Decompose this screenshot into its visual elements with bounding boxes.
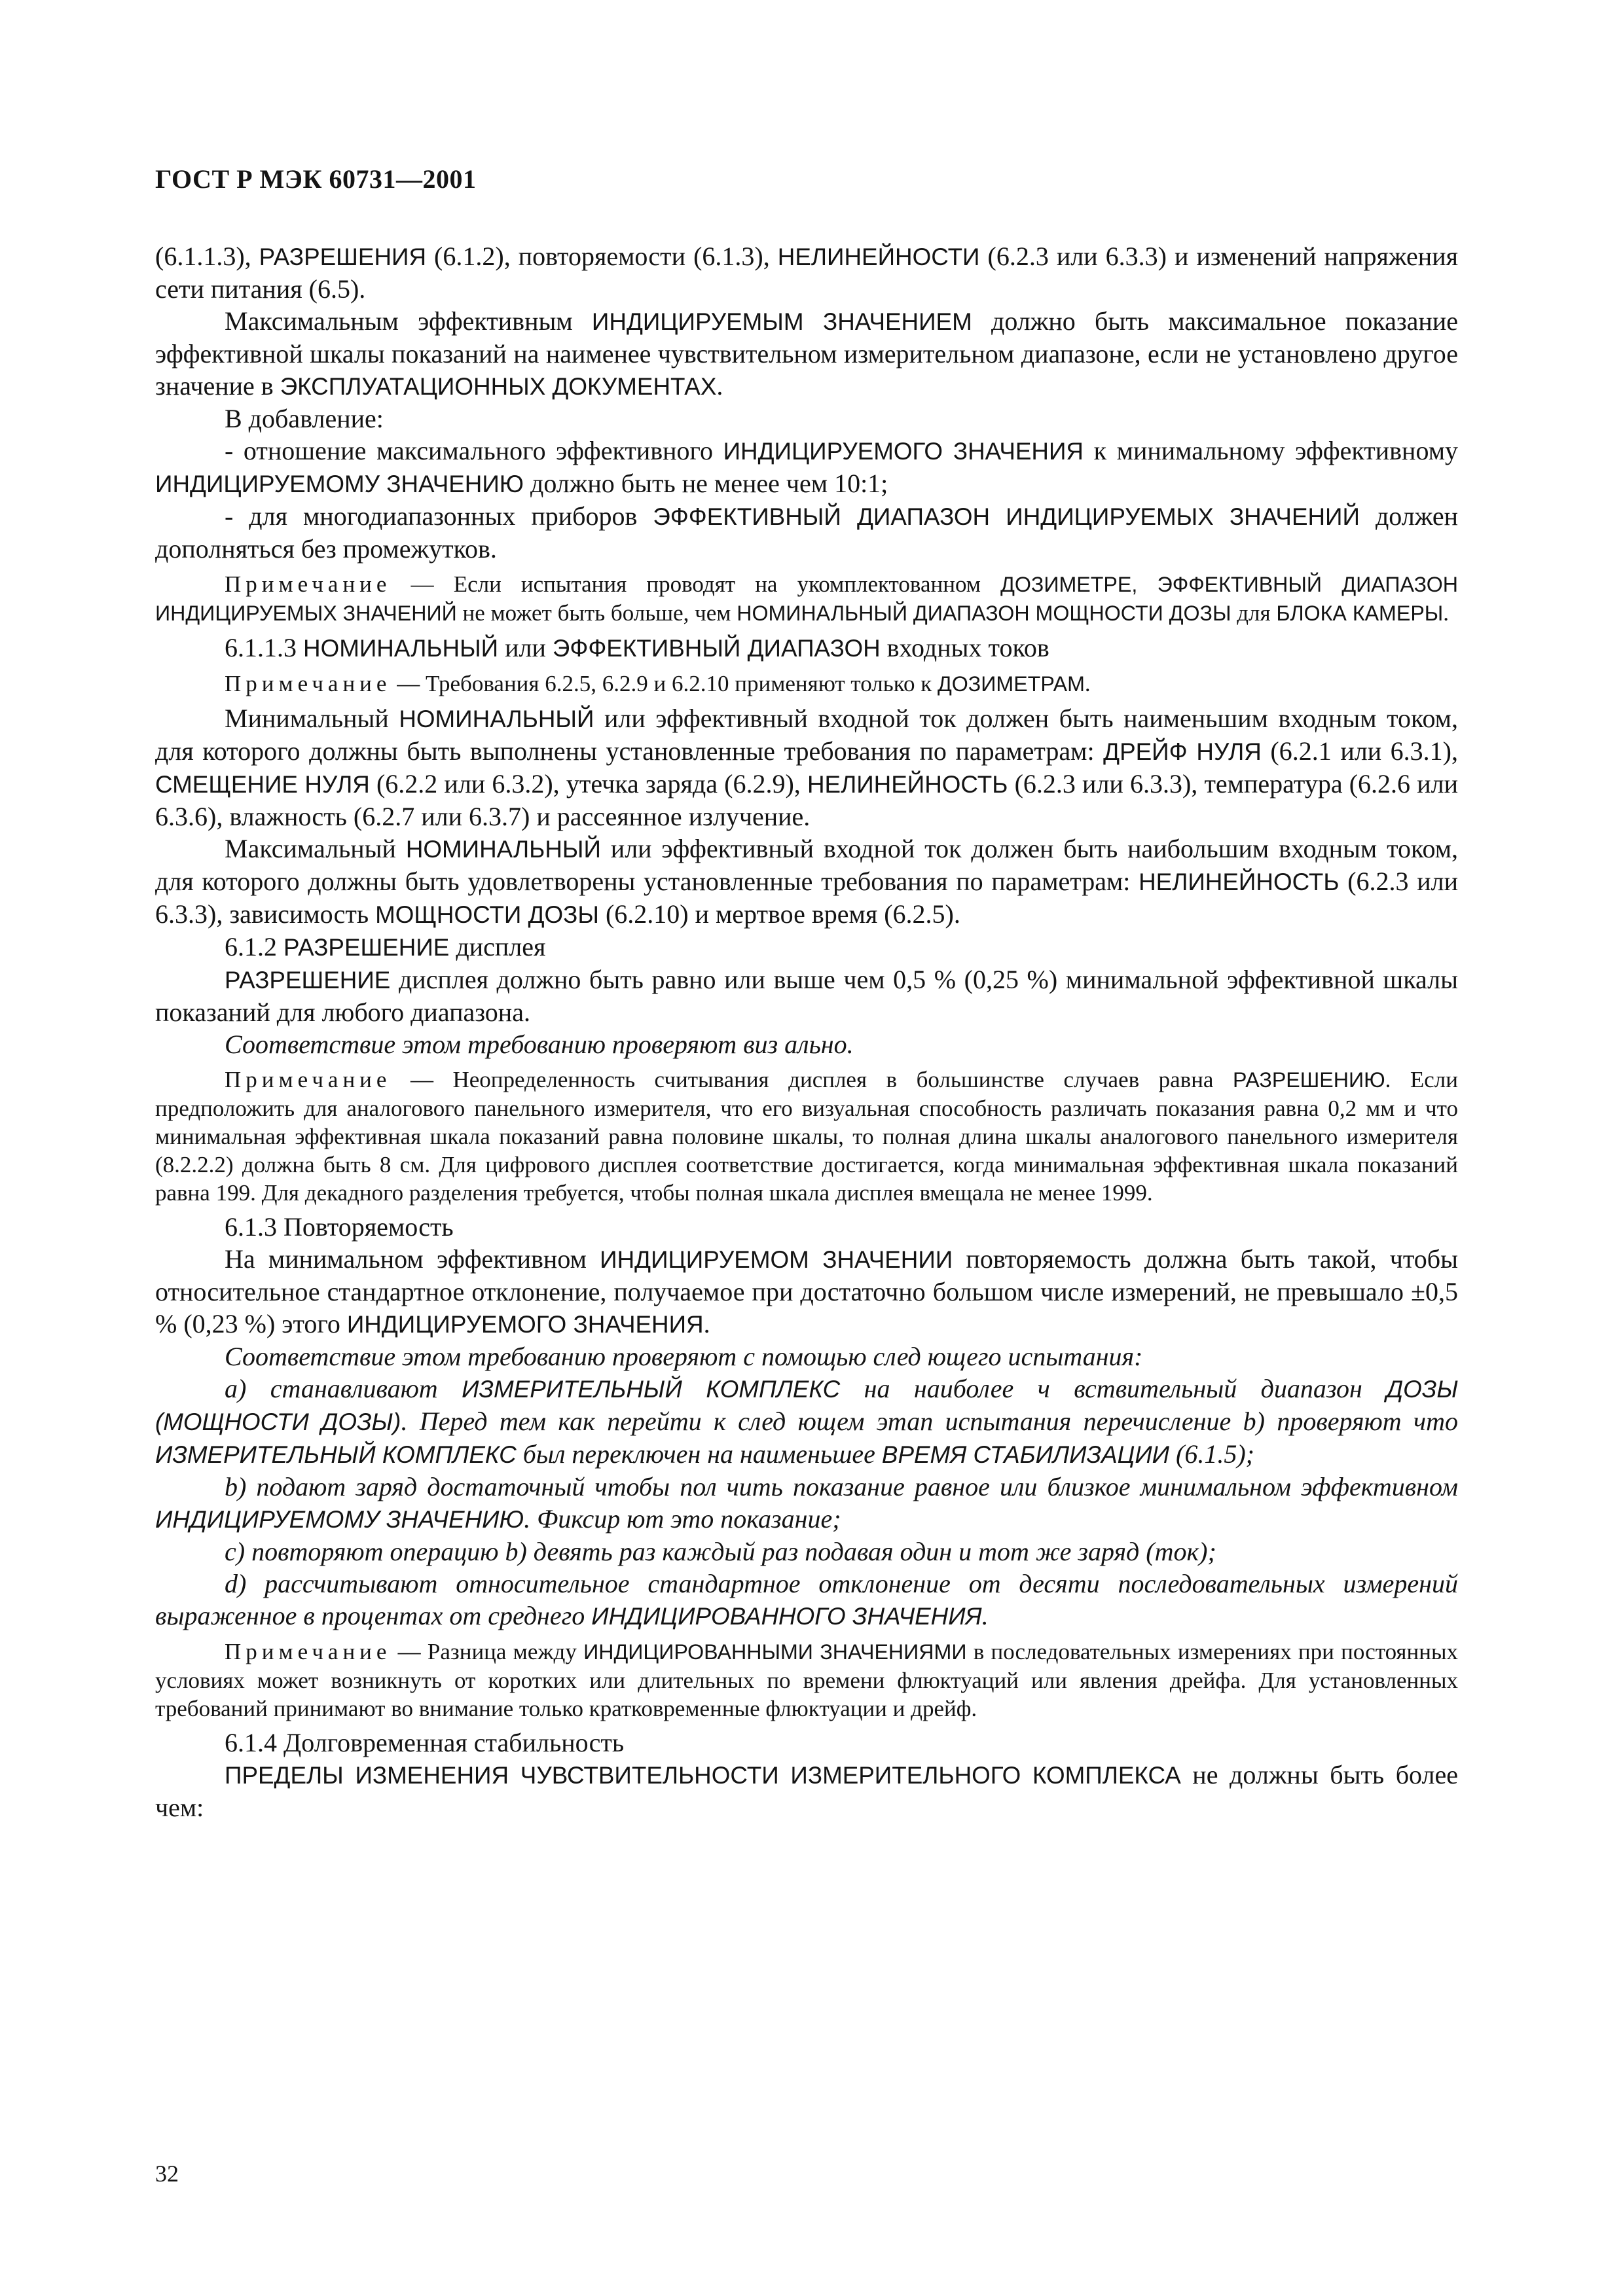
paragraph: (6.1.1.3), РАЗРЕШЕНИЯ (6.1.2), повторяемости (6.1.3), НЕЛИНЕЙНОСТИ (6.2.3 или 6.3.3) и изменений напряжения сети питания (6.5). bbox=[155, 242, 1459, 304]
page-number: 32 bbox=[155, 2161, 179, 2187]
paragraph: В добавление: bbox=[225, 404, 384, 433]
note: Примечание — Требования 6.2.5, 6.2.9 и 6.2.10 применяют только к ДОЗИМЕТРАМ. bbox=[225, 671, 1091, 696]
paragraph: Максимальный НОМИНАЛЬНЫЙ или эффективный входной ток должен быть наибольшим входным током, для которого должны быть удовлетворены установленные требования по параметрам: НЕЛИНЕЙНОСТЬ (6.2.3 или 6.3.3), зависимость МОЩНОСТИ ДОЗЫ (6.2.10) и мертвое время (6.2.5). bbox=[155, 834, 1459, 929]
section-heading: 6.1.3 Повторяемость bbox=[225, 1212, 454, 1242]
paragraph: Соответствие этом требованию проверяют с помощью след ющего испытания: bbox=[225, 1342, 1143, 1371]
paragraph: На минимальном эффективном ИНДИЦИРУЕМОМ ЗНАЧЕНИИ повторяемость должна быть такой, чтобы относительное стандартное отклонение, получаемое при достаточно большом числе измерений, не превышало ±0,5 % (0,23 %) этого ИНДИЦИРУЕМОГО ЗНАЧЕНИЯ. bbox=[155, 1244, 1459, 1338]
list-item: b) подают заряд достаточный чтобы пол чить показание равное или близкое минимальном эффективном ИНДИЦИРУЕМОМУ ЗНАЧЕНИЮ. Фиксир ют это показание; bbox=[155, 1472, 1458, 1534]
list-item: - для многодиапазонных приборов ЭФФЕКТИВНЫЙ ДИАПАЗОН ИНДИЦИРУЕМЫХ ЗНАЧЕНИЙ должен дополняться без промежутков. bbox=[155, 501, 1458, 564]
paragraph: Максимальным эффективным ИНДИЦИРУЕМЫМ ЗНАЧЕНИЕМ должно быть максимальное показание эффективной шкалы показаний на наименее чувствительном измерительном диапазоне, если не установлено другое значение в ЭКСПЛУАТАЦИОННЫХ ДОКУМЕНТАХ. bbox=[155, 306, 1458, 401]
note: Примечание — Если испытания проводят на укомплектованном ДОЗИМЕТРЕ, ЭФФЕКТИВНЫЙ ДИАПАЗОН ИНДИЦИРУЕМЫХ ЗНАЧЕНИЙ не может быть больше, чем НОМИНАЛЬНЫЙ ДИАПАЗОН МОЩНОСТИ ДОЗЫ для БЛОКА КАМЕРЫ. bbox=[155, 571, 1458, 626]
list-item: с) повторяют операцию b) девять раз каждый раз подавая один и тот же заряд (ток); bbox=[225, 1537, 1216, 1566]
paragraph: Соответствие этом требованию проверяют виз ально. bbox=[225, 1030, 854, 1059]
list-item: - отношение максимального эффективного ИНДИЦИРУЕМОГО ЗНАЧЕНИЯ к минимальному эффективному ИНДИЦИРУЕМОМУ ЗНАЧЕНИЮ должно быть не менее чем 10:1; bbox=[155, 436, 1459, 498]
document-page bbox=[155, 164, 1458, 1823]
paragraph: РАЗРЕШЕНИЕ дисплея должно быть равно или выше чем 0,5 % (0,25 %) минимальной эффективной шкалы показаний для любого диапазона. bbox=[155, 965, 1458, 1027]
note: Примечание — Разница между ИНДИЦИРОВАННЫМИ ЗНАЧЕНИЯМИ в последовательных измерениях при постоянных условиях может возникнуть от коротких или длительных по времени флюктуаций или явления дрейфа. Для установленных требований принимают во внимание только кратковременные флюктуации и дрейф. bbox=[155, 1639, 1458, 1721]
section-heading: 6.1.4 Долговременная стабильность bbox=[225, 1728, 625, 1757]
paragraph: Минимальный НОМИНАЛЬНЫЙ или эффективный входной ток должен быть наименьшим входным током, для которого должны быть выполнены установленные требования по параметрам: ДРЕЙФ НУЛЯ (6.2.1 или 6.3.1), СМЕЩЕНИЕ НУЛЯ (6.2.2 или 6.3.2), утечка заряда (6.2.9), НЕЛИНЕЙНОСТЬ (6.2.3 или 6.3.3), температура (6.2.6 или 6.3.6), влажность (6.2.7 или 6.3.7) и рассеянное излучение. bbox=[155, 704, 1459, 831]
section-heading: 6.1.1.3 НОМИНАЛЬНЫЙ или ЭФФЕКТИВНЫЙ ДИАПАЗОН входных токов bbox=[225, 633, 1049, 662]
section-heading: 6.1.2 РАЗРЕШЕНИЕ дисплея bbox=[225, 932, 546, 961]
list-item: а) станавливают ИЗМЕРИТЕЛЬНЫЙ КОМПЛЕКС на наиболее ч вствительный диапазон ДОЗЫ (МОЩНОСТИ ДОЗЫ). Перед тем как перейти к след ющем этап испытания перечисление b) проверяют что ИЗМЕРИТЕЛЬНЫЙ КОМПЛЕКС был переключен на наименьшее ВРЕМЯ СТАБИЛИЗАЦИИ (6.1.5); bbox=[155, 1374, 1458, 1469]
note: Примечание — Неопределенность считывания дисплея в большинстве случаев равна РАЗРЕШЕНИЮ. Если предположить для аналогового панельного измерителя, что его визуальная способность различать показания равна 0,2 мм и что минимальная эффективная шкала показаний равна половине шкалы, то полная длина шкалы аналогового панельного измерителя (8.2.2.2) должна быть 8 см. Для цифрового дисплея соответствие достигается, когда минимальная эффективная шкала показаний равна 199. Для декадного разделения требуется, чтобы полная шкала дисплея вмещала не менее 1999. bbox=[155, 1067, 1458, 1206]
list-item: d) рассчитывают относительное стандартное отклонение от десяти последовательных измерений выраженное в процентах от среднего ИНДИЦИРОВАННОГО ЗНАЧЕНИЯ. bbox=[155, 1569, 1458, 1630]
document-header: ГОСТ Р МЭК 60731—2001 bbox=[155, 164, 477, 194]
paragraph: ПРЕДЕЛЫ ИЗМЕНЕНИЯ ЧУВСТВИТЕЛЬНОСТИ ИЗМЕРИТЕЛЬНОГО КОМПЛЕКСА не должны быть более чем: bbox=[155, 1760, 1458, 1822]
